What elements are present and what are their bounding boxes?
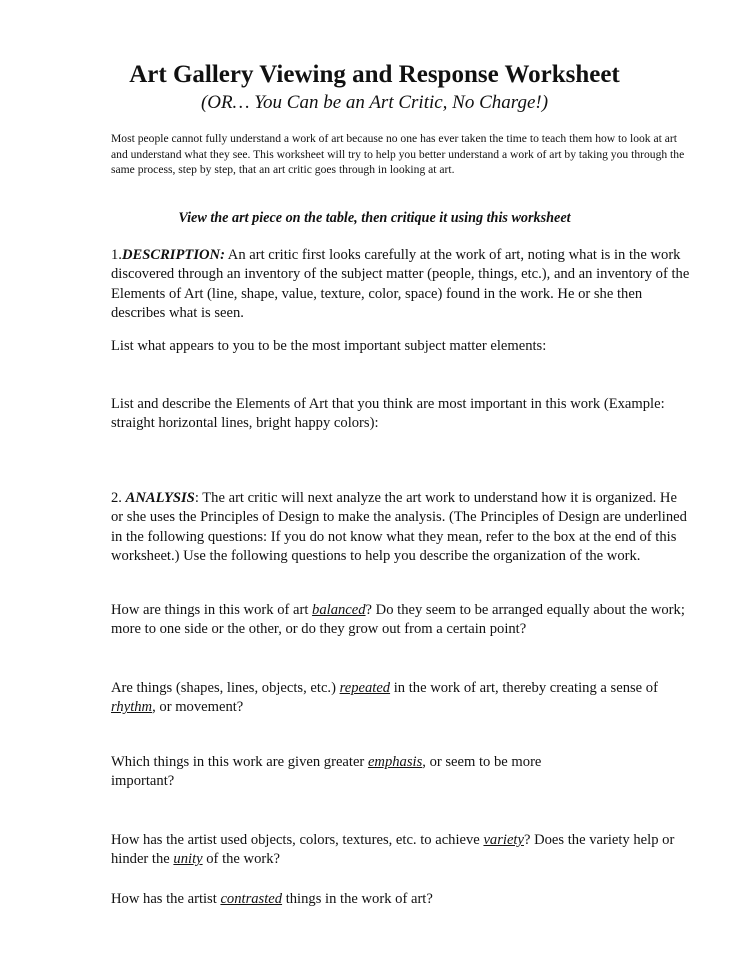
term-repeated: repeated (339, 680, 391, 696)
intro-paragraph: Most people cannot fully understand a work of art because no one has ever taken the time to teach them how to look at art and understand what they see. This worksheet will try to help you better understand a work of art by taking you through the same process, step by step, that an art critic goes through in looking at art. (111, 132, 685, 177)
analysis-heading: ANALYSIS (125, 490, 195, 506)
description-heading: DESCRIPTION: (121, 247, 225, 263)
description-section (111, 246, 691, 323)
description-body: An art critic first looks carefully at the work of art, noting what is in the work discovered through an inventory of the subject matter (people, things, etc.), and an inventory of the Elements of Art (line, shape, value, texture, color, space) found in the work. He or she then describes what is seen. (111, 247, 690, 321)
elements-prompt: List and describe the Elements of Art that you think are most important in this work (Example: straight horizontal lines, bright happy colors): (111, 396, 665, 432)
term-emphasis: emphasis (367, 754, 423, 770)
term-balanced: balanced (312, 602, 366, 618)
analysis-body: : The art critic will next analyze the art work to understand how it is organized. He or she uses the Principles of Design to make the analysis. (The Principles of Design are underlined in the following questions: If you do not know what they mean, refer to the box at the end of this worksheet.) Use the following questions to help you describe the organization of the work. (111, 490, 687, 564)
subject-matter-prompt: List what appears to you to be the most important subject matter elements: (111, 338, 547, 354)
contrast-question: How has the artist contrasted things in the work of art? (111, 891, 433, 907)
term-unity: unity (173, 851, 203, 868)
page-title: Art Gallery Viewing and Response Worksheet (129, 61, 620, 88)
variety-question: How has the artist used objects, colors, textures, etc. to achieve variety? Does the variety help or hinder the unity of the work? (111, 832, 675, 868)
instruction-line: View the art piece on the table, then critique it using this worksheet (178, 210, 571, 226)
analysis-number: 2. (111, 490, 126, 506)
repetition-question: Are things (shapes, lines, objects, etc.) repeated in the work of art, thereby creating a sense of rhythm, or movement? (111, 680, 658, 716)
term-rhythm: rhythm (111, 699, 153, 716)
emphasis-question: Which things in this work are given greater emphasis, or seem to be more important? (111, 754, 542, 790)
description-number: 1. (111, 247, 122, 263)
term-contrasted: contrasted (220, 891, 283, 907)
term-variety: variety (483, 832, 524, 848)
analysis-section (111, 489, 691, 566)
page-subtitle: (OR… You Can be an Art Critic, No Charge!) (200, 92, 549, 113)
balance-question: How are things in this work of art balanced? Do they seem to be arranged equally about the work; more to one side or the other, or do they grow out from a certain point? (111, 602, 685, 638)
